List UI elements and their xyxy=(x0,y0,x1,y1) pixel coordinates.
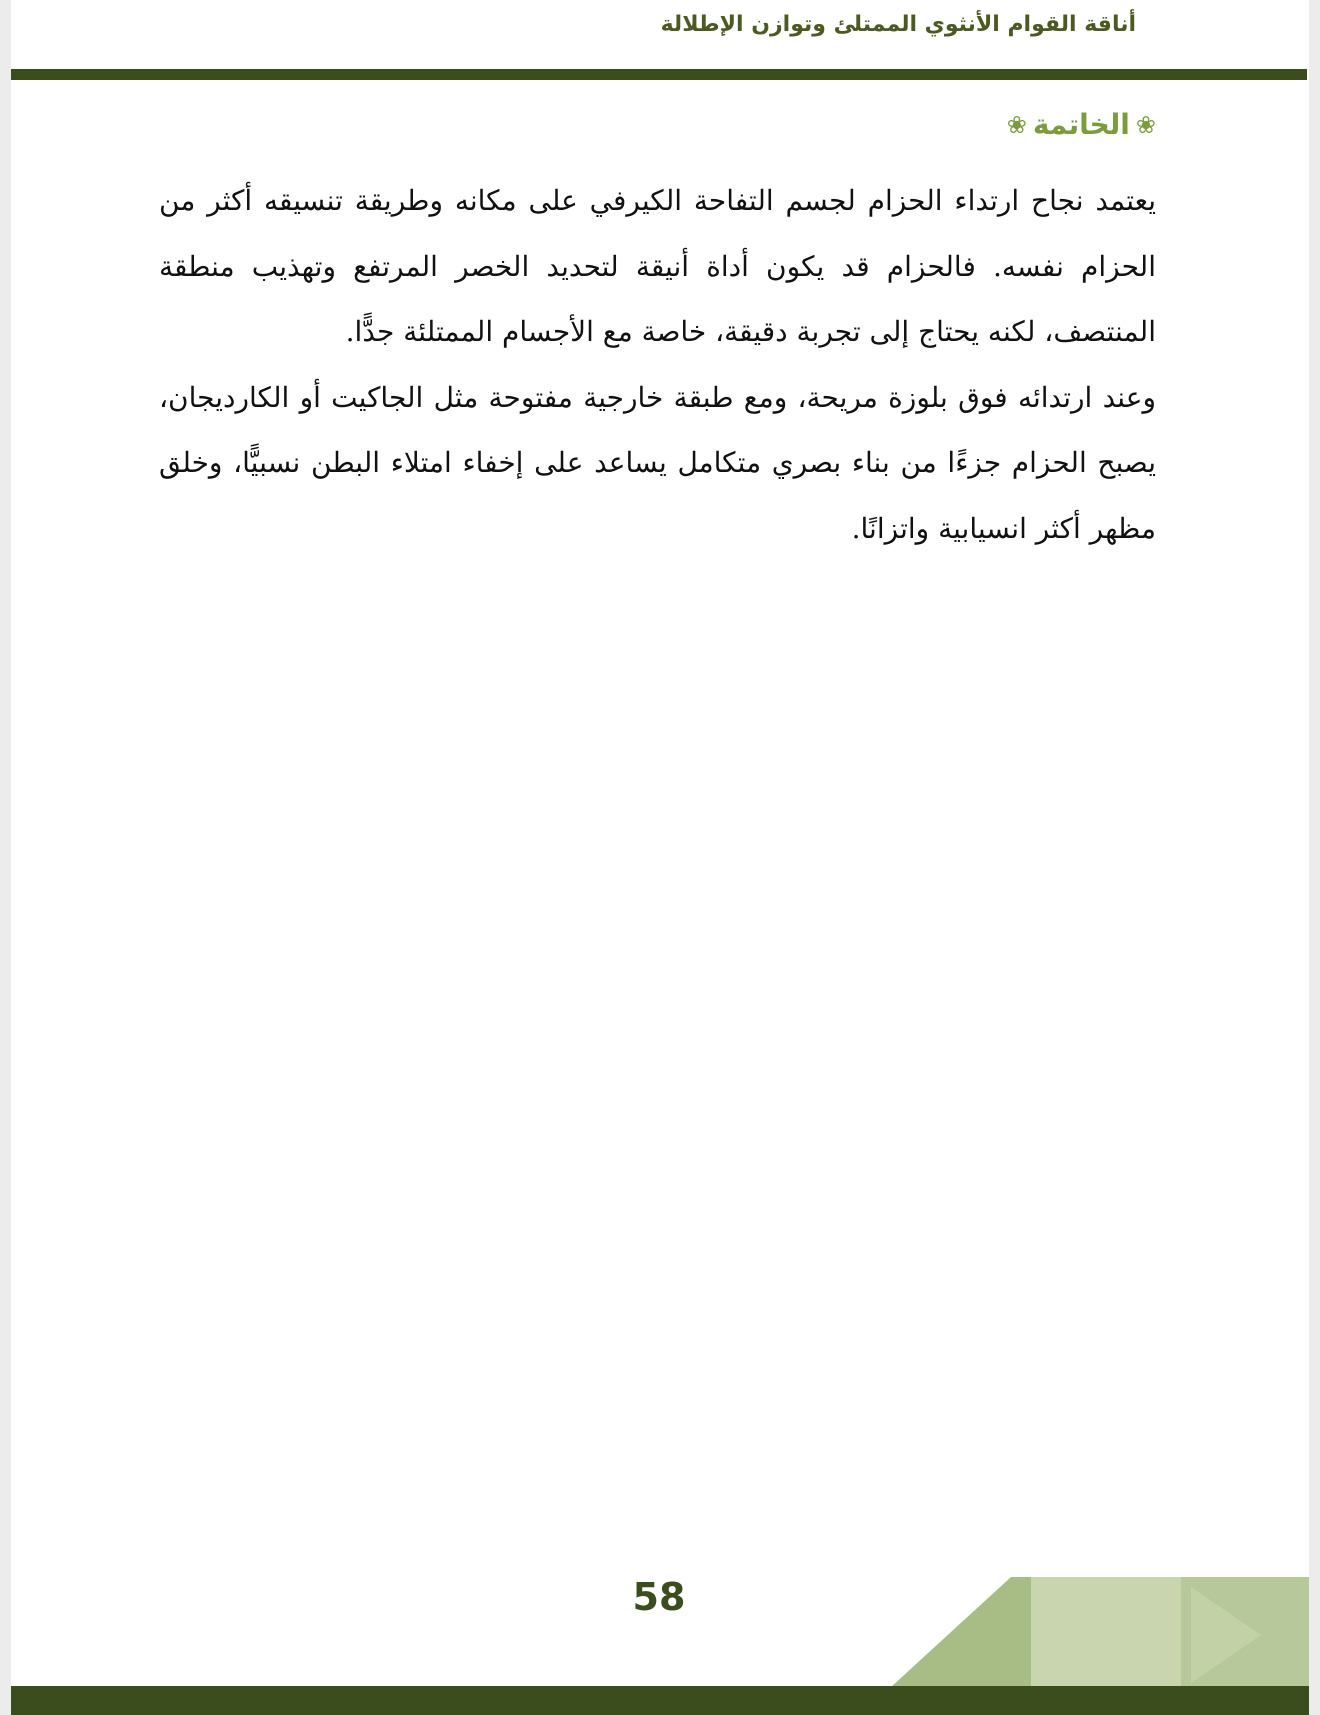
section-heading xyxy=(1007,108,1156,141)
paragraph: يعتمد نجاح ارتداء الحزام لجسم التفاحة الكيرفي على مكانه وطريقة تنسيقه أكثر من الحزام نفسه. فالحزام قد يكون أداة أنيقة لتحديد الخصر المرتفع وتهذيب منطقة المنتصف، لكنه يحتاج إلى تجربة دقيقة، خاصة مع الأجسام الممتلئة جدًّا. xyxy=(159,184,1156,348)
flower-icon: ❀ xyxy=(1135,110,1156,139)
section-title: الخاتمة xyxy=(1032,108,1130,141)
flower-icon: ❀ xyxy=(1006,110,1027,139)
page-number: 58 xyxy=(632,1575,686,1619)
paragraph: وعند ارتدائه فوق بلوزة مريحة، ومع طبقة خارجية مفتوحة مثل الجاكيت أو الكارديجان، يصبح الحزام جزءًا من بناء بصري متكامل يساعد على إخفاء امتلاء البطن نسبيًّا، وخلق مظهر أكثر انسيابية واتزانًا. xyxy=(159,380,1157,545)
header-rule xyxy=(11,69,1307,80)
footer-band xyxy=(11,1686,1309,1715)
body-text xyxy=(159,168,1156,561)
document-page xyxy=(11,0,1309,1715)
running-header-title: أناقة القوام الأنثوي الممتلئ وتوازن الإطلالة xyxy=(660,12,1136,37)
